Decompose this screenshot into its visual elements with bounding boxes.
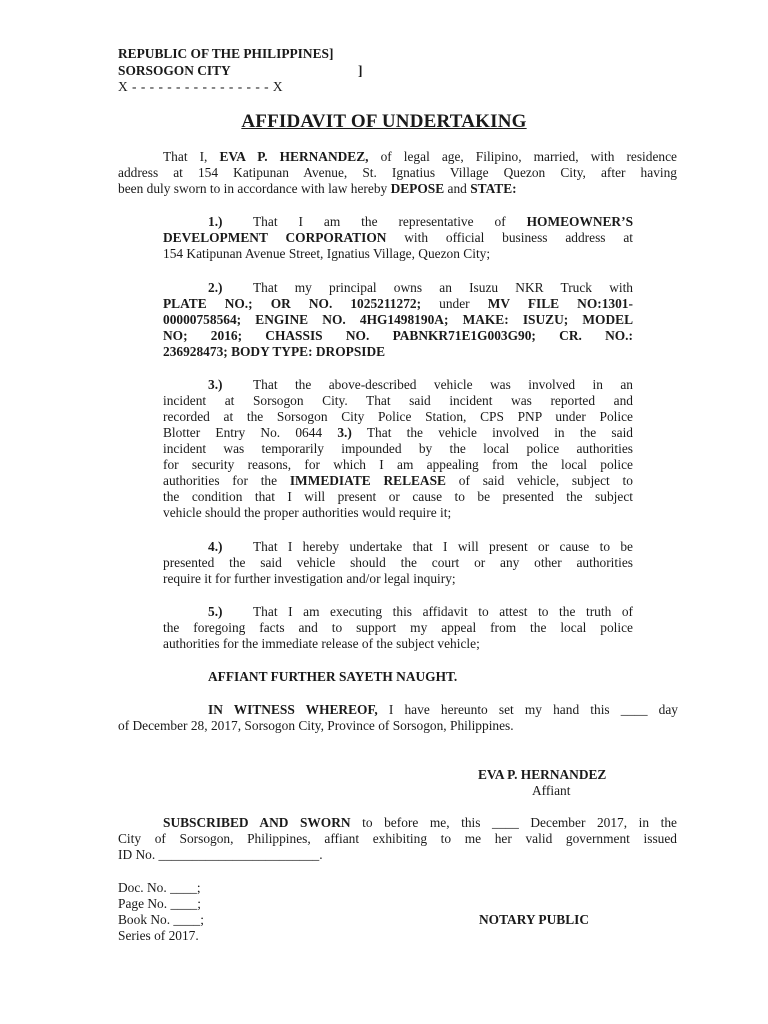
witness-line-1: IN WITNESS WHEREOF, I have hereunto set my hand this ____ day — [208, 702, 678, 717]
item-3-line-1: That the above-described vehicle was involved in an — [253, 377, 633, 392]
intro-line-2: address at 154 Katipunan Avenue, St. Ignatius Village Quezon City, after having — [118, 165, 677, 180]
series: Series of 2017. — [118, 928, 199, 943]
item-2-number: 2.) — [208, 280, 223, 295]
intro-line-3: been duly sworn to in accordance with law hereby DEPOSE and STATE: — [118, 181, 517, 196]
affiant-role: Affiant — [532, 783, 571, 798]
item-5-line-2: the foregoing facts and to support my appeal from the local police — [163, 620, 633, 635]
item-3-line-3: recorded at the Sorsogon City Police Station, CPS PNP under Police — [163, 409, 633, 424]
item-1-line-1: That I am the representative of HOMEOWNER’S — [253, 214, 634, 229]
item-2-line-3: 00000758564; ENGINE NO. 4HG1498190A; MAKE: ISUZU; MODEL — [163, 312, 633, 327]
witness-line-2: of December 28, 2017, Sorsogon City, Province of Sorsogon, Philippines. — [118, 718, 514, 733]
item-1-number: 1.) — [208, 214, 223, 229]
item-3-line-9: vehicle should the proper authorities would require it; — [163, 505, 452, 520]
item-1-line-3: 154 Katipunan Avenue Street, Ignatius Village, Quezon City; — [163, 246, 491, 261]
item-3-line-4: Blotter Entry No. 0644 3.) That the vehicle involved in the said — [163, 425, 634, 440]
item-2-line-4: NO; 2016; CHASSIS NO. PABNKR71E1G003G90; CR. NO.: — [163, 328, 633, 343]
item-5-number: 5.) — [208, 604, 223, 619]
item-3-line-5: incident was temporarily impounded by the local police authorities — [163, 441, 633, 456]
item-3-line-6: for security reasons, for which I am appealing from the local police — [163, 457, 633, 472]
notary-public: NOTARY PUBLIC — [479, 912, 590, 927]
item-1-line-2: DEVELOPMENT CORPORATION with official business address at — [163, 230, 633, 245]
item-3-line-8: the condition that I will present or cause to be presented the subject — [163, 489, 633, 504]
affiant-further-sayeth: AFFIANT FURTHER SAYETH NAUGHT. — [208, 669, 458, 684]
header-republic: REPUBLIC OF THE PHILIPPINES] — [118, 46, 334, 61]
item-2-line-5: 236928473; BODY TYPE: DROPSIDE — [163, 344, 386, 359]
book-no: Book No. ____; — [118, 912, 204, 927]
intro-line-1: That I, EVA P. HERNANDEZ, of legal age, Filipino, married, with residence — [163, 149, 677, 164]
item-2-line-2: PLATE NO.; OR NO. 1025211272; under MV FILE NO:1301- — [163, 296, 633, 311]
item-4-line-3: require it for further investigation and/or legal inquiry; — [163, 571, 456, 586]
subscribed-line-1: SUBSCRIBED AND SWORN to before me, this ____ December 2017, in the — [163, 815, 677, 830]
header-city: SORSOGON CITY — [118, 63, 231, 78]
affiant-name: EVA P. HERNANDEZ — [478, 767, 607, 782]
subscribed-line-3: ID No. ________________________. — [118, 847, 323, 862]
item-3-line-2: incident at Sorsogon City. That said incident was reported and — [163, 393, 633, 408]
item-5-line-1: That I am executing this affidavit to attest to the truth of — [253, 604, 633, 619]
header-x-line: X - - - - - - - - - - - - - - - - X — [118, 79, 283, 94]
item-2-line-1: That my principal owns an Isuzu NKR Truck with — [253, 280, 633, 295]
item-4-number: 4.) — [208, 539, 223, 554]
header-city-bracket: ] — [358, 63, 363, 78]
item-3-number: 3.) — [208, 377, 223, 392]
page-no: Page No. ____; — [118, 896, 201, 911]
subscribed-line-2: City of Sorsogon, Philippines, affiant exhibiting to me her valid government issued — [118, 831, 677, 846]
item-5-line-3: authorities for the immediate release of the subject vehicle; — [163, 636, 480, 651]
item-4-line-1: That I hereby undertake that I will present or cause to be — [253, 539, 633, 554]
document-title: AFFIDAVIT OF UNDERTAKING — [241, 111, 527, 132]
item-4-line-2: presented the said vehicle should the court or any other authorities — [163, 555, 633, 570]
doc-no: Doc. No. ____; — [118, 880, 201, 895]
item-3-line-7: authorities for the IMMEDIATE RELEASE of said vehicle, subject to — [163, 473, 633, 488]
